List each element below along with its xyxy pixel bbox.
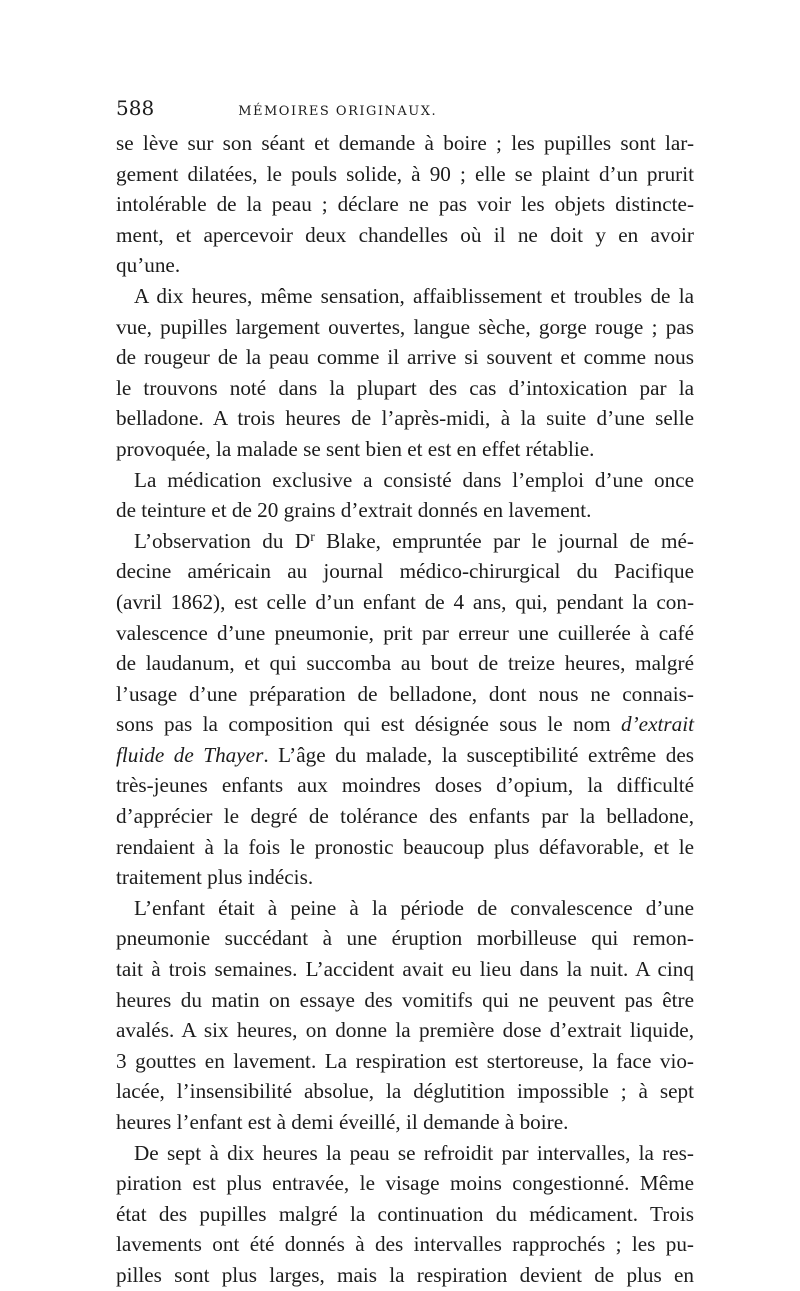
text-line xyxy=(116,985,694,1016)
text-run: (avril 1862), est celle d’un enfant de 4 ans, qui, pendant la con- xyxy=(116,589,694,614)
text-line xyxy=(116,618,694,649)
text-line xyxy=(116,893,694,924)
text-line xyxy=(116,159,694,190)
text-run: fluide de Thayer xyxy=(116,742,264,767)
text-run: belladone. A trois heures de l’après-midi, à la suite d’une selle xyxy=(116,406,694,431)
text-run: 3 gouttes en lavement. La respiration est stertoreuse, la face vio- xyxy=(116,1048,694,1073)
text-run: rendaient à la fois le pronostic beaucoup plus défavorable, et le xyxy=(116,834,694,859)
text-run: sons pas la composition qui est désignée sous le nom xyxy=(116,712,622,737)
text-line xyxy=(116,281,694,312)
text-run: traitement plus indécis. xyxy=(116,865,314,890)
text-run: lavements ont été donnés à des intervalles rapprochés ; les pu- xyxy=(116,1232,694,1257)
text-run: provoquée, la malade se sent bien et est en effet rétablie. xyxy=(116,436,595,461)
text-line xyxy=(116,648,694,679)
text-line xyxy=(116,465,694,496)
text-line xyxy=(116,1046,694,1077)
text-line xyxy=(116,740,694,771)
text-run: L’observation du D xyxy=(134,528,311,553)
page-header xyxy=(116,96,692,120)
text-line xyxy=(116,128,694,159)
text-run: avalés. A six heures, on donne la première dose d’extrait liquide, xyxy=(116,1018,694,1043)
text-run: r xyxy=(310,528,315,544)
text-line xyxy=(116,403,694,434)
text-line xyxy=(116,556,694,587)
body-text xyxy=(116,128,694,1291)
text-line xyxy=(116,1168,694,1199)
text-line xyxy=(116,954,694,985)
text-run: intolérable de la peau ; déclare ne pas voir les objets distincte- xyxy=(116,192,694,217)
text-run: d’apprécier le degré de tolérance des enfants par la belladone, xyxy=(116,804,694,829)
text-line xyxy=(116,1015,694,1046)
text-run: se lève sur son séant et demande à boire ; les pupilles sont lar- xyxy=(116,131,694,155)
text-line xyxy=(116,220,694,251)
text-line xyxy=(116,1138,694,1169)
text-line xyxy=(116,1229,694,1260)
text-run: gement dilatées, le pouls solide, à 90 ; elle se plaint d’un prurit xyxy=(116,161,694,186)
text-line xyxy=(116,1076,694,1107)
text-run: decine américain au journal médico-chirurgical du Pacifique xyxy=(116,559,694,584)
text-run: ment, et apercevoir deux chandelles où il ne doit y en avoir xyxy=(116,222,694,247)
text-line xyxy=(116,189,694,220)
text-run: de rougeur de la peau comme il arrive si souvent et comme nous xyxy=(116,345,694,370)
text-line xyxy=(116,832,694,863)
text-run: qu’une. xyxy=(116,253,181,278)
text-run: état des pupilles malgré la continuation du médicament. Trois xyxy=(116,1201,694,1226)
text-run: La médication exclusive a consisté dans l’emploi d’une once xyxy=(134,467,694,492)
text-line xyxy=(116,312,694,343)
text-line xyxy=(116,526,694,557)
text-line xyxy=(116,342,694,373)
text-run: De sept à dix heures la peau se refroidit par intervalles, la res- xyxy=(134,1140,694,1165)
text-line xyxy=(116,709,694,740)
text-line xyxy=(116,587,694,618)
text-line xyxy=(116,862,694,893)
text-run: valescence d’une pneumonie, prit par erreur une cuillerée à café xyxy=(116,620,694,645)
text-run: pilles sont plus larges, mais la respiration devient de plus en xyxy=(116,1262,694,1287)
text-line xyxy=(116,495,694,526)
text-line xyxy=(116,1260,694,1291)
text-run: de teinture et de 20 grains d’extrait donnés en lavement. xyxy=(116,498,592,523)
text-line xyxy=(116,1107,694,1138)
text-run: tait à trois semaines. L’accident avait eu lieu dans la nuit. A cinq xyxy=(116,957,694,982)
text-run: L’enfant était à peine à la période de convalescence d’une xyxy=(134,895,694,920)
text-run: d’extrait xyxy=(621,712,694,737)
text-line xyxy=(116,250,694,281)
text-run: de laudanum, et qui succomba au bout de treize heures, malgré xyxy=(116,651,694,676)
text-line xyxy=(116,679,694,710)
text-run: . L’âge du malade, la susceptibilité extrême des xyxy=(263,742,694,767)
text-line xyxy=(116,923,694,954)
running-head: MÉMOIRES ORIGINAUX. xyxy=(238,104,438,119)
text-run: lacée, l’insensibilité absolue, la déglutition impossible ; à sept xyxy=(116,1079,694,1104)
text-run: Blake, empruntée par le journal de mé- xyxy=(314,528,694,553)
text-run: piration est plus entravée, le visage moins congestionné. Même xyxy=(116,1171,694,1196)
text-run: le trouvons noté dans la plupart des cas d’intoxication par la xyxy=(116,375,694,400)
text-run: l’usage d’une préparation de belladone, dont nous ne connais- xyxy=(116,681,694,706)
text-run: heures du matin on essaye des vomitifs qui ne peuvent pas être xyxy=(116,987,694,1012)
text-run: heures l’enfant est à demi éveillé, il demande à boire. xyxy=(116,1110,569,1134)
text-run: très-jeunes enfants aux moindres doses d’opium, la difficulté xyxy=(116,773,694,798)
page-number: 588 xyxy=(116,96,155,120)
text-line xyxy=(116,801,694,832)
text-line xyxy=(116,1199,694,1230)
text-line xyxy=(116,373,694,404)
text-line xyxy=(116,434,694,465)
text-run: A dix heures, même sensation, affaiblissement et troubles de la xyxy=(134,283,694,308)
text-run: pneumonie succédant à une éruption morbilleuse qui remon- xyxy=(116,926,694,951)
text-line xyxy=(116,770,694,801)
text-run: vue, pupilles largement ouvertes, langue sèche, gorge rouge ; pas xyxy=(116,314,694,339)
